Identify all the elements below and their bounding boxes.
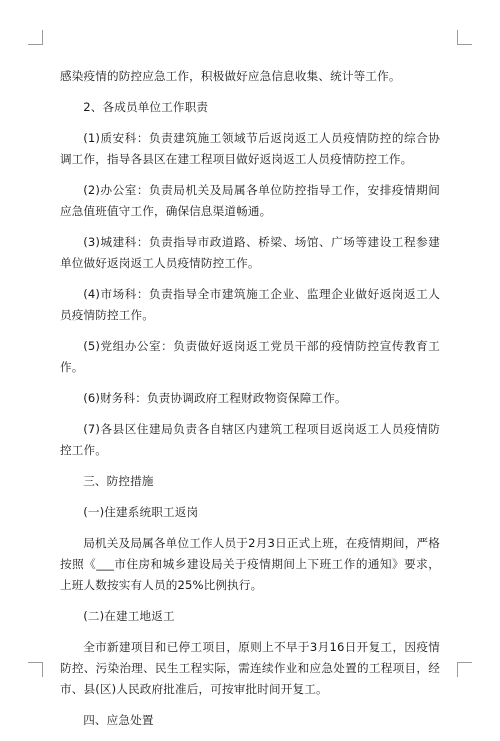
subheading-site-return: (二)在建工地返工 (83, 609, 175, 623)
subheading-staff-return: (一)住建系统职工返岗 (83, 505, 199, 519)
paragraph-continuation: 感染疫情的防控应急工作，积极做好应急信息收集、统计等工作。 (60, 69, 401, 83)
paragraph-site-return: 全市新建项目和已停工项目，原则上不早于3月16日开复工，因疫情防控、污染治理、民生工程实际，需连续作业和应急处置的工程项目，经市、县(区)人民政府批准后，可按审批时间开复工。 (60, 640, 440, 696)
crop-mark-top-left (28, 30, 43, 45)
section-heading-emergency: 四、应急处置 (83, 713, 154, 727)
paragraph-quality-safety: (1)质安科：负责建筑施工领域节后返岗返工人员疫情防控的综合协调工作，指导各县区在建工程项目做好返岗返工人员疫情防控工作。 (60, 131, 440, 166)
crop-mark-bottom-left (28, 662, 43, 677)
section-heading-duties: 2、各成员单位工作职责 (83, 100, 209, 114)
paragraph-office: (2)办公室：负责局机关及局属各单位防控指导工作，安排疫情期间应急值班值守工作，确保信息渠道畅通。 (60, 183, 440, 218)
paragraph-market: (4)市场科：负责指导全市建筑施工企业、监理企业做好返岗返工人员疫情防控工作。 (60, 287, 440, 322)
document-body (60, 66, 440, 741)
section-heading-measures: 三、防控措施 (83, 474, 154, 488)
paragraph-urban-construction: (3)城建科：负责指导市政道路、桥梁、场馆、广场等建设工程参建单位做好返岗返工人员疫情防控工作。 (60, 235, 440, 270)
paragraph-party-office: (5)党组办公室：负责做好返岗返工党员干部的疫情防控宣传教育工作。 (60, 339, 440, 374)
crop-mark-top-right (457, 30, 472, 45)
paragraph-finance: (6)财务科：负责协调政府工程财政物资保障工作。 (83, 391, 347, 405)
paragraph-county-bureaus: (7)各县区住建局负责各自辖区内建筑工程项目返岗返工人员疫情防控工作。 (60, 422, 440, 457)
paragraph-staff-return: 局机关及局属各单位工作人员于2月3日正式上班，在疫情期间，严格按照《___市住房和城乡建设局关于疫情期间上下班工作的通知》要求，上班人数按实有人员的25%比例执行。 (60, 536, 440, 592)
crop-mark-bottom-right (457, 662, 472, 677)
